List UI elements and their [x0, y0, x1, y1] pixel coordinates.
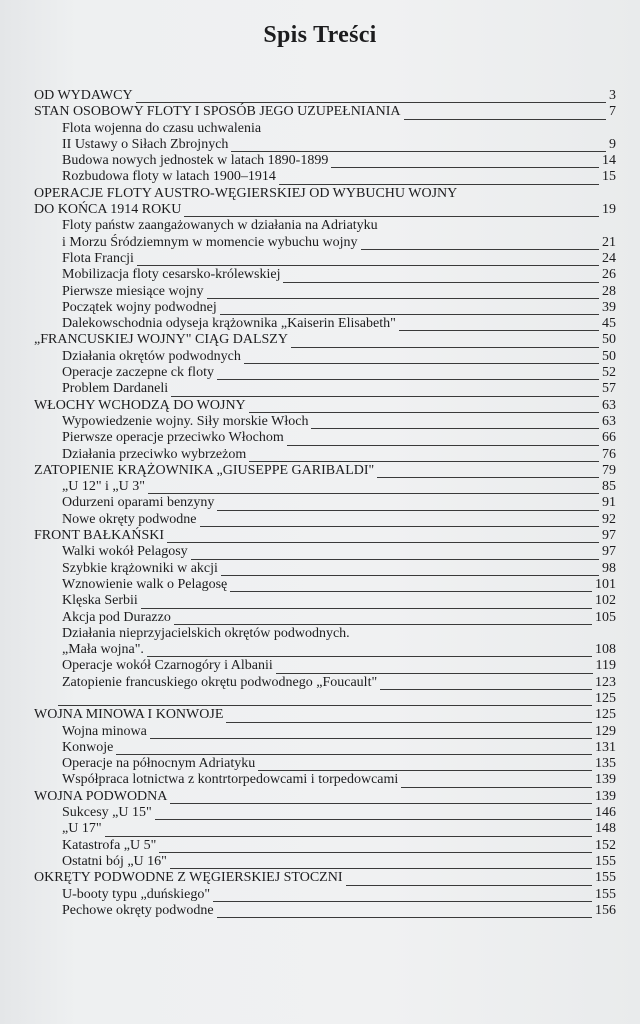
entry-title: Działania nieprzyjacielskich okrętów podwodnych. [62, 625, 350, 641]
page-number: 108 [595, 642, 616, 658]
page-number: 139 [595, 788, 616, 804]
dot-leader [159, 851, 592, 853]
dot-leader [217, 509, 599, 511]
page-number: 125 [595, 690, 616, 706]
toc-section-entry [34, 821, 616, 837]
dot-leader [217, 916, 592, 918]
dot-leader [377, 476, 599, 478]
page-number: 50 [602, 332, 616, 348]
page-number: 9 [609, 136, 616, 152]
toc-chapter-entry [34, 186, 616, 202]
entry-title: Katastrofa „U 5" [62, 837, 157, 853]
toc-section-entry [34, 577, 616, 593]
toc-section-entry [34, 691, 616, 707]
dot-leader [58, 704, 592, 706]
entry-title: DO KOŃCA 1914 ROKU [34, 202, 182, 218]
entry-title: FRONT BAŁKAŃSKI [34, 528, 165, 544]
toc-section-entry [34, 772, 616, 788]
page-number: 50 [602, 348, 616, 364]
entry-title: Floty państw zaangażowanych w działania na Adriatyku [62, 218, 378, 234]
page-number: 139 [595, 772, 616, 788]
toc-section-entry [34, 903, 616, 919]
toc-section-entry [34, 642, 616, 658]
toc-section-entry [34, 838, 616, 854]
entry-title: Mobilizacja floty cesarsko-królewskiej [62, 267, 281, 283]
toc-chapter-entry [34, 88, 616, 104]
entry-title: Dalekowschodnia odyseja krążownika „Kaiserin Elisabeth" [62, 316, 396, 332]
page-number: 85 [602, 479, 616, 495]
page-number: 102 [595, 593, 616, 609]
toc-chapter-entry [34, 398, 616, 414]
dot-leader [137, 264, 599, 266]
dot-leader [116, 753, 592, 755]
entry-title: Wypowiedzenie wojny. Siły morskie Włoch [62, 413, 309, 429]
entry-title: Operacje zaczepne ck floty [62, 365, 214, 381]
entry-title: Odurzeni oparami benzyny [62, 495, 215, 511]
toc-section-entry [34, 251, 616, 267]
toc-section-entry [34, 267, 616, 283]
toc-chapter-entry [34, 104, 616, 120]
dot-leader [276, 672, 593, 674]
dot-leader [311, 427, 599, 429]
entry-title: Konwoje [62, 739, 114, 755]
dot-leader [331, 166, 599, 168]
dot-leader [221, 574, 599, 576]
toc-section-entry [34, 495, 616, 511]
entry-title: Szybkie krążowniki w akcji [62, 560, 218, 576]
dot-leader [105, 835, 592, 837]
entry-title: Operacje na północnym Adriatyku [62, 756, 256, 772]
entry-title: „Mała wojna". [62, 642, 144, 658]
page-number: 148 [595, 821, 616, 837]
entry-title: „U 12" i „U 3" [62, 479, 145, 495]
dot-leader [191, 558, 599, 560]
toc-section-entry [34, 675, 616, 691]
page-number: 28 [602, 283, 616, 299]
page-number: 76 [602, 446, 616, 462]
toc-chapter-entry [34, 707, 616, 723]
dot-leader [174, 623, 592, 625]
entry-title: U-booty typu „duńskiego" [62, 886, 211, 902]
page-title: Spis Treści [263, 22, 377, 48]
toc-section-entry [34, 365, 616, 381]
dot-leader [361, 248, 599, 250]
toc-chapter-entry [34, 528, 616, 544]
page-number: 52 [602, 365, 616, 381]
page-number: 152 [595, 837, 616, 853]
table-of-contents [34, 88, 616, 919]
toc-chapter-entry [34, 789, 616, 805]
toc-section-entry [34, 740, 616, 756]
page-number: 24 [602, 250, 616, 266]
toc-section-entry [34, 381, 616, 397]
entry-title: Pierwsze miesiące wojny [62, 283, 204, 299]
entry-title: STAN OSOBOWY FLOTY I SPOSÓB JEGO UZUPEŁNIANIA [34, 104, 401, 120]
toc-section-entry [34, 316, 616, 332]
page-number: 63 [602, 397, 616, 413]
entry-title: Ostatni bój „U 16" [62, 853, 167, 869]
page-number: 21 [602, 234, 616, 250]
page-number: 26 [602, 267, 616, 283]
toc-section-entry [34, 512, 616, 528]
toc-section-entry [34, 414, 616, 430]
entry-title: Flota Francji [62, 250, 134, 266]
page-number: 129 [595, 723, 616, 739]
page-number: 119 [595, 658, 616, 674]
page-number: 45 [602, 316, 616, 332]
dot-leader [380, 688, 592, 690]
entry-title: Współpraca lotnictwa z kontrtorpedowcami i torpedowcami [62, 772, 399, 788]
dot-leader [244, 362, 599, 364]
toc-section-entry [34, 121, 616, 137]
toc-section-entry [34, 593, 616, 609]
entry-title: OKRĘTY PODWODNE Z WĘGIERSKIEJ STOCZNI [34, 870, 343, 886]
page-number: 19 [602, 202, 616, 218]
dot-leader [155, 818, 592, 820]
dot-leader [283, 281, 599, 283]
toc-section-entry [34, 626, 616, 642]
dot-leader [147, 655, 592, 657]
entry-title: Działania przeciwko wybrzeżom [62, 446, 247, 462]
entry-title: Nowe okręty podwodne [62, 511, 197, 527]
dot-leader [171, 395, 599, 397]
entry-title: Walki wokół Pelagosy [62, 544, 188, 560]
entry-title: WOJNA MINOWA I KONWOJE [34, 707, 224, 723]
dot-leader [150, 737, 592, 739]
entry-title: Wznowienie walk o Pelagosę [62, 576, 228, 592]
dot-leader [217, 378, 599, 380]
toc-section-entry [34, 218, 616, 234]
toc-section-entry [34, 137, 616, 153]
toc-section-entry [34, 854, 616, 870]
dot-leader [401, 786, 592, 788]
dot-leader [220, 313, 599, 315]
toc-section-entry [34, 153, 616, 169]
toc-chapter-entry [34, 463, 616, 479]
entry-title: „U 17" [62, 821, 102, 837]
page-number: 123 [595, 674, 616, 690]
toc-section-entry [34, 561, 616, 577]
dot-leader [184, 215, 599, 217]
dot-leader [279, 183, 599, 185]
entry-title: Pechowe okręty podwodne [62, 902, 214, 918]
toc-section-entry [34, 349, 616, 365]
dot-leader [213, 900, 592, 902]
toc-section-entry [34, 479, 616, 495]
toc-chapter-entry [34, 202, 616, 218]
page-number: 101 [595, 576, 616, 592]
entry-title: OPERACJE FLOTY AUSTRO-WĘGIERSKIEJ OD WYBUCHU WOJNY [34, 185, 458, 201]
toc-section-entry [34, 658, 616, 674]
page-number: 7 [609, 104, 616, 120]
page-number: 15 [602, 169, 616, 185]
page-number: 14 [602, 153, 616, 169]
dot-leader [399, 329, 599, 331]
entry-title: ZATOPIENIE KRĄŻOWNIKA „GIUSEPPE GARIBALDI" [34, 462, 375, 478]
dot-leader [136, 101, 606, 103]
entry-title: Działania okrętów podwodnych [62, 348, 241, 364]
dot-leader [230, 590, 592, 592]
dot-leader [200, 525, 599, 527]
dot-leader [207, 297, 599, 299]
page-number: 155 [595, 886, 616, 902]
entry-title: Rozbudowa floty w latach 1900–1914 [62, 169, 276, 185]
toc-section-entry [34, 300, 616, 316]
entry-title: Klęska Serbii [62, 593, 138, 609]
toc-chapter-entry [34, 332, 616, 348]
page-number: 91 [602, 495, 616, 511]
toc-section-entry [34, 169, 616, 185]
dot-leader [141, 607, 592, 609]
page-number: 146 [595, 805, 616, 821]
dot-leader [346, 884, 593, 886]
dot-leader [231, 150, 606, 152]
toc-section-entry [34, 610, 616, 626]
entry-title: Budowa nowych jednostek w latach 1890-1899 [62, 153, 329, 169]
page-number: 97 [602, 528, 616, 544]
entry-title: WOJNA PODWODNA [34, 788, 168, 804]
dot-leader [249, 460, 599, 462]
page-number: 66 [602, 430, 616, 446]
entry-title: WŁOCHY WCHODZĄ DO WOJNY [34, 397, 246, 413]
page-number: 125 [595, 707, 616, 723]
entry-title: Operacje wokół Czarnogóry i Albanii [62, 658, 273, 674]
page-number: 98 [602, 560, 616, 576]
page-number: 135 [595, 756, 616, 772]
page-number: 155 [595, 870, 616, 886]
entry-title: OD WYDAWCY [34, 88, 133, 103]
toc-section-entry [34, 430, 616, 446]
page-number: 105 [595, 609, 616, 625]
dot-leader [404, 118, 606, 120]
page-number: 92 [602, 511, 616, 527]
page-number: 79 [602, 462, 616, 478]
entry-title: Flota wojenna do czasu uchwalenia [62, 120, 262, 136]
page-number: 57 [602, 381, 616, 397]
dot-leader [148, 492, 599, 494]
page-number: 131 [595, 739, 616, 755]
entry-title: Początek wojny podwodnej [62, 299, 217, 315]
toc-section-entry [34, 544, 616, 560]
dot-leader [258, 769, 592, 771]
entry-title: II Ustawy o Siłach Zbrojnych [62, 136, 229, 152]
entry-title: Problem Dardaneli [62, 381, 169, 397]
toc-section-entry [34, 887, 616, 903]
entry-title: Zatopienie francuskiego okrętu podwodnego „Foucault" [62, 674, 378, 690]
dot-leader [287, 444, 599, 446]
toc-section-entry [34, 805, 616, 821]
entry-title: Akcja pod Durazzo [62, 609, 171, 625]
toc-section-entry [34, 447, 616, 463]
page-number: 155 [595, 853, 616, 869]
dot-leader [170, 867, 592, 869]
dot-leader [170, 802, 592, 804]
page-number: 97 [602, 544, 616, 560]
entry-title: Wojna minowa [62, 723, 147, 739]
entry-title: Sukcesy „U 15" [62, 805, 152, 821]
page-number: 63 [602, 413, 616, 429]
toc-chapter-entry [34, 870, 616, 886]
entry-title: i Morzu Śródziemnym w momencie wybuchu wojny [62, 234, 358, 250]
dot-leader [291, 346, 599, 348]
entry-title: „FRANCUSKIEJ WOJNY" CIĄG DALSZY [34, 332, 288, 348]
page-number: 39 [602, 299, 616, 315]
toc-section-entry [34, 756, 616, 772]
entry-title: Pierwsze operacje przeciwko Włochom [62, 430, 284, 446]
toc-section-entry [34, 284, 616, 300]
toc-section-entry [34, 724, 616, 740]
page-number: 3 [609, 88, 616, 103]
dot-leader [226, 721, 592, 723]
toc-section-entry [34, 235, 616, 251]
dot-leader [249, 411, 599, 413]
dot-leader [167, 541, 599, 543]
page-number: 156 [595, 902, 616, 918]
